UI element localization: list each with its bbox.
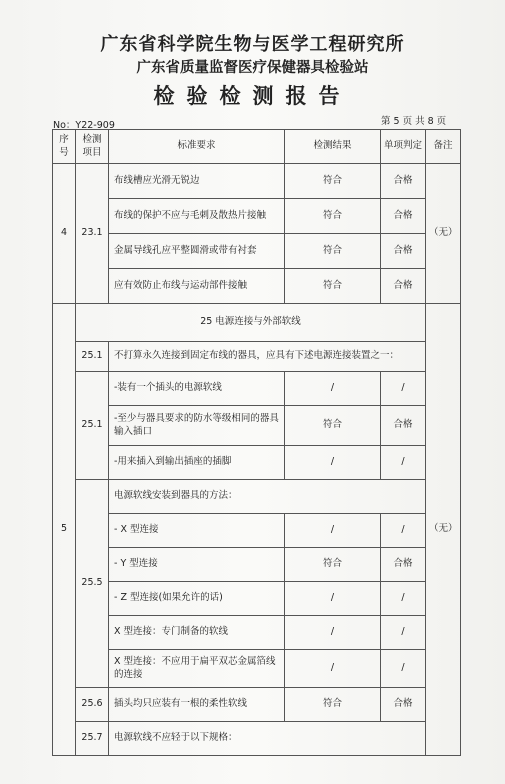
- verdict-cell: /: [381, 616, 426, 650]
- item-cell: 25.1: [76, 372, 109, 480]
- result-cell: 符合: [285, 688, 381, 722]
- table-row: [53, 199, 461, 234]
- requirement-cell: 布线槽应光滑无锐边: [109, 164, 285, 199]
- table-row: [53, 650, 461, 688]
- requirement-cell: X 型连接：专门制备的软线: [109, 616, 285, 650]
- table-row: [53, 688, 461, 722]
- inspection-table: [52, 129, 461, 756]
- table-row: [53, 342, 461, 372]
- item-cell: 25.6: [76, 688, 109, 722]
- requirement-cell: 应有效防止布线与运动部件接触: [109, 269, 285, 304]
- table-row: [53, 480, 461, 514]
- report-title: 检验检测报告: [153, 83, 352, 108]
- result-cell: /: [285, 582, 381, 616]
- result-cell: 符合: [285, 269, 381, 304]
- page-number: 第 5 页 共 8 页: [381, 116, 447, 127]
- result-cell: 符合: [285, 406, 381, 446]
- table-row: [53, 269, 461, 304]
- result-cell: 符合: [285, 164, 381, 199]
- header-verdict: 单项判定: [381, 130, 426, 164]
- header-requirement: 标准要求: [109, 130, 285, 164]
- verdict-cell: 合格: [381, 164, 426, 199]
- report-number: No：Y22-909: [53, 120, 115, 131]
- requirement-cell: -至少与器具要求的防水等级相同的器具输入插口: [109, 406, 285, 446]
- verdict-cell: 合格: [381, 199, 426, 234]
- institute-title: 广东省科学院生物与医学工程研究所: [100, 34, 405, 55]
- requirement-cell: -装有一个插头的电源软线: [109, 372, 285, 406]
- verdict-cell: 合格: [381, 688, 426, 722]
- requirement-cell: 金属导线孔应平整圆滑或带有衬套: [109, 234, 285, 269]
- item-cell: 23.1: [76, 164, 109, 304]
- requirement-cell: - X 型连接: [109, 514, 285, 548]
- verdict-cell: 合格: [381, 406, 426, 446]
- station-title: 广东省质量监督医疗保健器具检验站: [136, 59, 369, 76]
- result-cell: /: [285, 514, 381, 548]
- note-cell: （无）: [426, 304, 461, 756]
- verdict-cell: /: [381, 446, 426, 480]
- item-cell: 25.5: [76, 480, 109, 688]
- verdict-cell: /: [381, 582, 426, 616]
- header-note: 备注: [426, 130, 461, 164]
- table-row: [53, 616, 461, 650]
- requirement-cell: 电源软线不应轻于以下规格：: [109, 722, 426, 756]
- header-result: 检测结果: [285, 130, 381, 164]
- verdict-cell: 合格: [381, 548, 426, 582]
- result-cell: 符合: [285, 234, 381, 269]
- verdict-cell: /: [381, 372, 426, 406]
- table-row: [53, 582, 461, 616]
- item-cell: 25.7: [76, 722, 109, 756]
- verdict-cell: 合格: [381, 234, 426, 269]
- result-cell: /: [285, 650, 381, 688]
- requirement-cell: - Y 型连接: [109, 548, 285, 582]
- requirement-cell: -用来插入到输出插座的插脚: [109, 446, 285, 480]
- seq-cell: 5: [53, 304, 76, 756]
- verdict-cell: /: [381, 650, 426, 688]
- requirement-cell: X 型连接：不应用于扁平双芯金属箔线的连接: [109, 650, 285, 688]
- requirement-cell: 不打算永久连接到固定布线的器具，应具有下述电源连接装置之一：: [109, 342, 426, 372]
- table-row: [53, 514, 461, 548]
- table-row: [53, 164, 461, 199]
- table-header-row: [53, 130, 461, 164]
- item-cell: 25.1: [76, 342, 109, 372]
- requirement-cell: 布线的保护不应与毛刺及散热片接触: [109, 199, 285, 234]
- table-row: [53, 234, 461, 269]
- section-row: [53, 304, 461, 342]
- table-row: [53, 548, 461, 582]
- result-cell: /: [285, 446, 381, 480]
- result-cell: /: [285, 372, 381, 406]
- requirement-cell: 插头均只应装有一根的柔性软线: [109, 688, 285, 722]
- table-row: [53, 372, 461, 406]
- seq-cell: 4: [53, 164, 76, 304]
- verdict-cell: 合格: [381, 269, 426, 304]
- note-cell: （无）: [426, 164, 461, 304]
- result-cell: /: [285, 616, 381, 650]
- result-cell: 符合: [285, 199, 381, 234]
- header-seq: 序号: [53, 130, 76, 164]
- section-title: 25 电源连接与外部软线: [76, 304, 426, 342]
- requirement-cell: - Z 型连接(如果允许的话): [109, 582, 285, 616]
- table-row: [53, 722, 461, 756]
- verdict-cell: /: [381, 514, 426, 548]
- table-row: [53, 406, 461, 446]
- result-cell: 符合: [285, 548, 381, 582]
- requirement-cell: 电源软线安装到器具的方法：: [109, 480, 426, 514]
- table-row: [53, 446, 461, 480]
- header-item: 检测项目: [76, 130, 109, 164]
